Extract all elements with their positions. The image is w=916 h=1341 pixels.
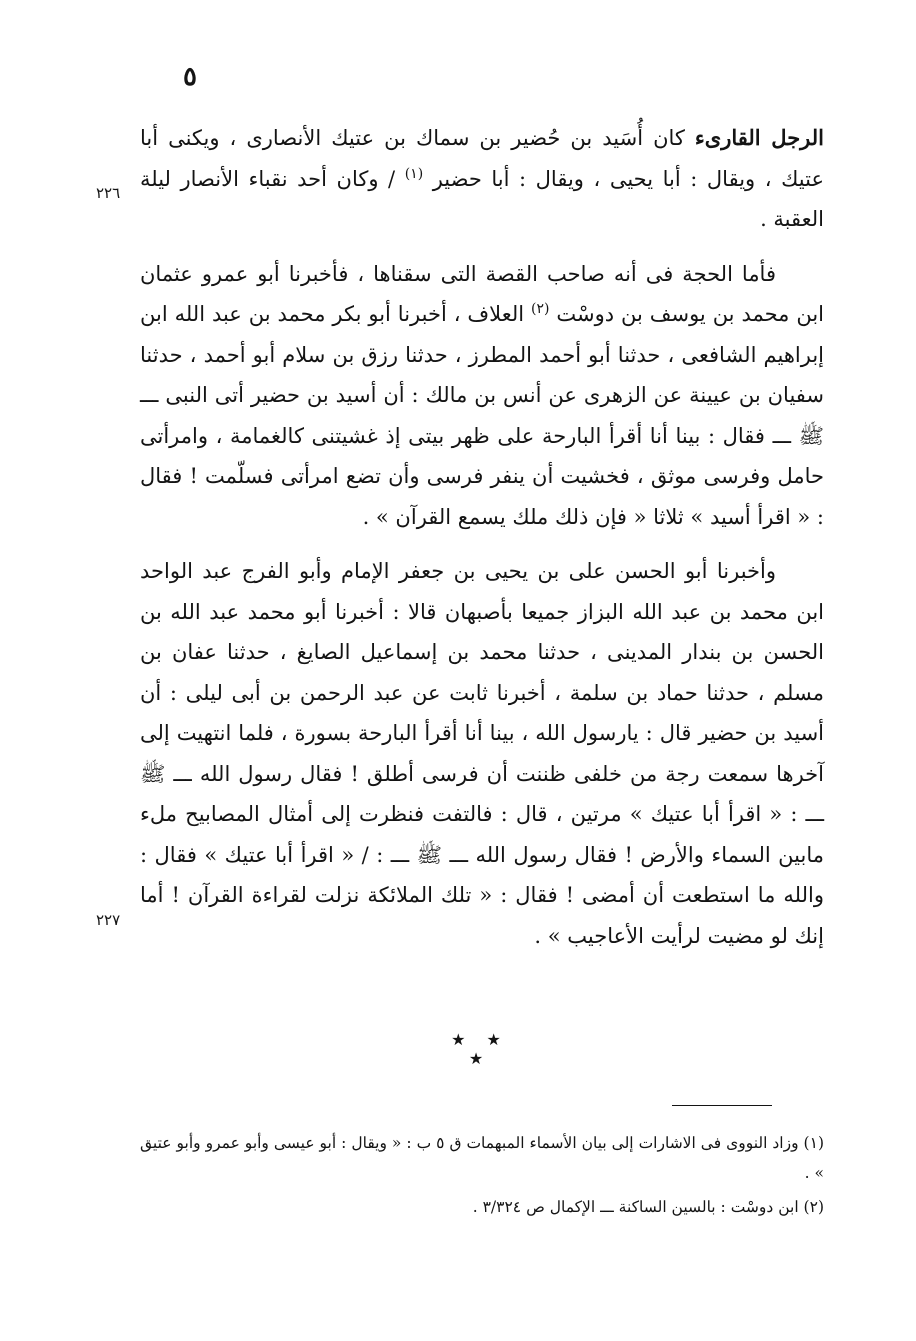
paragraph-2-text-a: فأما الحجة فى أنه صاحب القصة التى سقناها ، فأخبرنا أبو عمرو عثمان ابن محمد بن يوسف بن دوسْت: [140, 261, 824, 326]
footnote-2: (٢) ابن دوسْت : بالسين الساكنة ـــ الإكمال ص ٣/٣٢٤ .: [472, 1198, 824, 1216]
page-number: ٥: [183, 62, 197, 92]
margin-page-ref-226: ٢٢٦: [96, 184, 121, 202]
footnote-divider-line: [672, 1105, 772, 1106]
footnote-ref-2: (٢): [530, 301, 550, 317]
body-text: [140, 118, 824, 956]
paragraph-1: [140, 118, 824, 240]
footnote-1: (١) وزاد النووى فى الاشارات إلى بيان الأسماء المبهمات ق ٥ ب : « ويقال : أبو عيسى وأبو عمرو وأبو عتيق » .: [140, 1134, 824, 1182]
margin-page-ref-227: ٢٢٧: [96, 911, 121, 929]
paragraph-2-text-b: العلاف ، أخبرنا أبو بكر محمد بن عبد الله ابن إبراهيم الشافعى ، حدثنا أبو أحمد المطرز ، حدثنا رزق بن سلام أبو أحمد ، حدثنا سفيان بن عيينة عن الزهرى عن أنس بن مالك : أن أسيد بن حضير أتى النبى ـــ ﷺ ـــ فقال : بينا أنا أقرأ البارحة على ظهر بيتى إذ غشيتنى كالغمامة ، وامرأتى حامل وفرسى موثق ، فخشيت أن ينفر فرسى وأن تضع امرأتى فسلّمت ! فقال : « اقرأ أسيد » ثلاثا « فإن ذلك ملك يسمع القرآن » .: [140, 302, 824, 529]
section-divider-stars: ★ ★ ★: [451, 1030, 509, 1068]
footnotes: [140, 1128, 824, 1222]
paragraph-3: وأخبرنا أبو الحسن على بن يحيى بن جعفر الإمام وأبو الفرج عبد الواحد ابن محمد بن عبد الله البزاز جميعا بأصبهان قالا : أخبرنا أبو محمد عبد الله بن الحسن بن بندار المدينى ، حدثنا محمد بن إسماعيل الصايغ ، حدثنا عفان بن مسلم ، حدثنا حماد بن سلمة ، أخبرنا ثابت عن عبد الرحمن بن أبى ليلى : أن أسيد بن حضير قال : يارسول الله ، بينا أنا أقرأ البارحة بسورة ، فلما انتهيت إلى آخرها سمعت رجة من خلفى ظننت أن فرسى أطلق ! فقال رسول الله ـــ ﷺ ـــ : « اقرأ أبا عتيك » مرتين ، قال : فالتفت فنظرت إلى أمثال المصابيح ملء مابين السماء والأرض ! فقال رسول الله ـــ ﷺ ـــ : / « اقرأ أبا عتيك » فقال : والله ما استطعت أن أمضى ! فقال : « تلك الملائكة نزلت لقراءة القرآن ! أما إنك لو مضيت لرأيت الأعاجيب » .: [140, 559, 824, 948]
paragraph-1-text-b: / وكان أحد نقباء الأنصار ليلة العقبة .: [140, 166, 824, 231]
paragraph-1-heading: الرجل القارىء: [694, 125, 824, 150]
paragraph-2: [140, 254, 824, 538]
footnote-ref-1: (١): [404, 165, 424, 182]
paragraph-1-text-a: كان أُسَيد بن حُضير بن سماك بن عتيك الأنصارى ، ويكنى أبا عتيك ، ويقال : أبا يحيى ، ويقال : أبا حضير: [140, 126, 824, 191]
